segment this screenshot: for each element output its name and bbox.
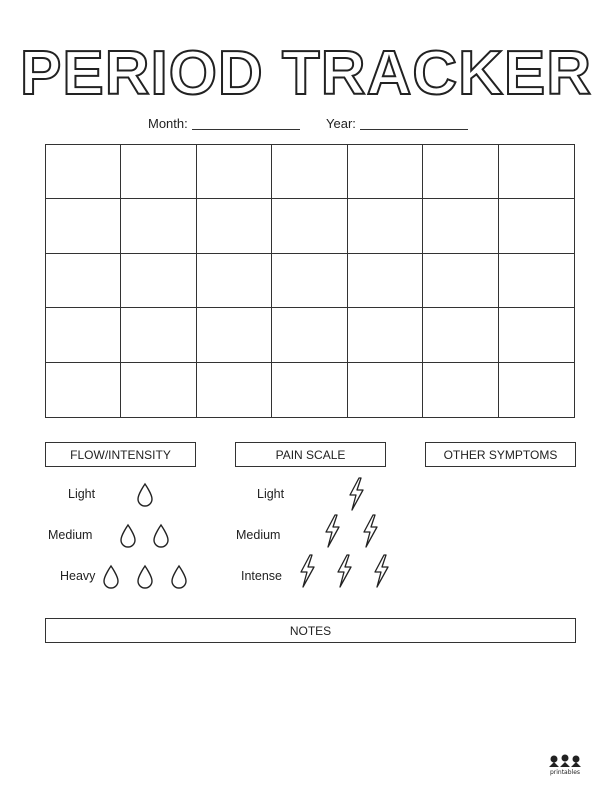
calendar-cell[interactable] — [46, 145, 121, 199]
pain-scale-header — [235, 442, 386, 467]
month-field[interactable] — [148, 116, 300, 131]
other-symptoms-heading: OTHER SYMPTOMS — [443, 447, 558, 462]
calendar-cell[interactable] — [348, 145, 423, 199]
pain-scale-heading: PAIN SCALE — [275, 447, 346, 462]
calendar-cell[interactable] — [423, 363, 498, 417]
water-drop-icon — [118, 523, 138, 549]
flow-heavy-label: Heavy — [60, 569, 96, 583]
lightning-bolt-icon — [297, 553, 317, 589]
calendar-cell[interactable] — [348, 199, 423, 253]
notes-heading: NOTES — [289, 623, 332, 638]
calendar-cell[interactable] — [423, 145, 498, 199]
water-drop-icon — [135, 564, 155, 590]
calendar-cell[interactable] — [46, 199, 121, 253]
calendar-cell[interactable] — [272, 254, 347, 308]
brand-text: printables — [549, 769, 581, 776]
calendar-cell[interactable] — [348, 254, 423, 308]
month-label: Month: — [148, 116, 188, 131]
notes-header — [45, 618, 576, 643]
calendar-cell[interactable] — [348, 308, 423, 362]
calendar-cell[interactable] — [197, 199, 272, 253]
year-blank-line[interactable] — [360, 129, 468, 130]
lightning-bolt-icon — [346, 476, 366, 512]
lightning-bolt-icon — [360, 513, 380, 549]
calendar-cell[interactable] — [121, 145, 196, 199]
water-drop-icon — [135, 482, 155, 508]
calendar-cell[interactable] — [499, 254, 574, 308]
brand-logo — [540, 752, 590, 776]
page-title — [0, 28, 612, 108]
calendar-cell[interactable] — [272, 308, 347, 362]
calendar-cell[interactable] — [348, 363, 423, 417]
calendar-cell[interactable] — [272, 145, 347, 199]
calendar-cell[interactable] — [499, 363, 574, 417]
calendar-cell[interactable] — [423, 308, 498, 362]
calendar-cell[interactable] — [46, 254, 121, 308]
calendar-cell[interactable] — [197, 363, 272, 417]
calendar-cell[interactable] — [499, 308, 574, 362]
lightning-bolt-icon — [322, 513, 342, 549]
flow-intensity-heading: FLOW/INTENSITY — [70, 447, 171, 462]
month-blank-line[interactable] — [192, 129, 300, 130]
calendar-grid — [45, 144, 575, 418]
year-label: Year: — [326, 116, 356, 131]
calendar-cell[interactable] — [121, 363, 196, 417]
other-symptoms-header — [425, 442, 576, 467]
flow-light-label: Light — [68, 487, 96, 501]
calendar-cell[interactable] — [272, 363, 347, 417]
calendar-cell[interactable] — [197, 308, 272, 362]
flow-intensity-header — [45, 442, 196, 467]
calendar-cell[interactable] — [499, 145, 574, 199]
calendar-cell[interactable] — [46, 308, 121, 362]
calendar-cell[interactable] — [121, 254, 196, 308]
pain-light-label: Light — [257, 487, 285, 501]
flow-medium-label: Medium — [48, 528, 93, 542]
calendar-cell[interactable] — [197, 145, 272, 199]
calendar-cell[interactable] — [197, 254, 272, 308]
year-field[interactable] — [326, 116, 468, 131]
calendar-cell[interactable] — [121, 308, 196, 362]
calendar-cell[interactable] — [46, 363, 121, 417]
page-title-text: PERIOD TRACKER — [19, 39, 593, 108]
calendar-cell[interactable] — [499, 199, 574, 253]
calendar-cell[interactable] — [272, 199, 347, 253]
water-drop-icon — [151, 523, 171, 549]
calendar-cell[interactable] — [121, 199, 196, 253]
pain-intense-label: Intense — [241, 569, 283, 583]
brand-logo-graphic — [540, 752, 590, 776]
pain-medium-label: Medium — [236, 528, 281, 542]
lightning-bolt-icon — [334, 553, 354, 589]
water-drop-icon — [169, 564, 189, 590]
calendar-cell[interactable] — [423, 199, 498, 253]
lightning-bolt-icon — [371, 553, 391, 589]
calendar-cell[interactable] — [423, 254, 498, 308]
water-drop-icon — [101, 564, 121, 590]
